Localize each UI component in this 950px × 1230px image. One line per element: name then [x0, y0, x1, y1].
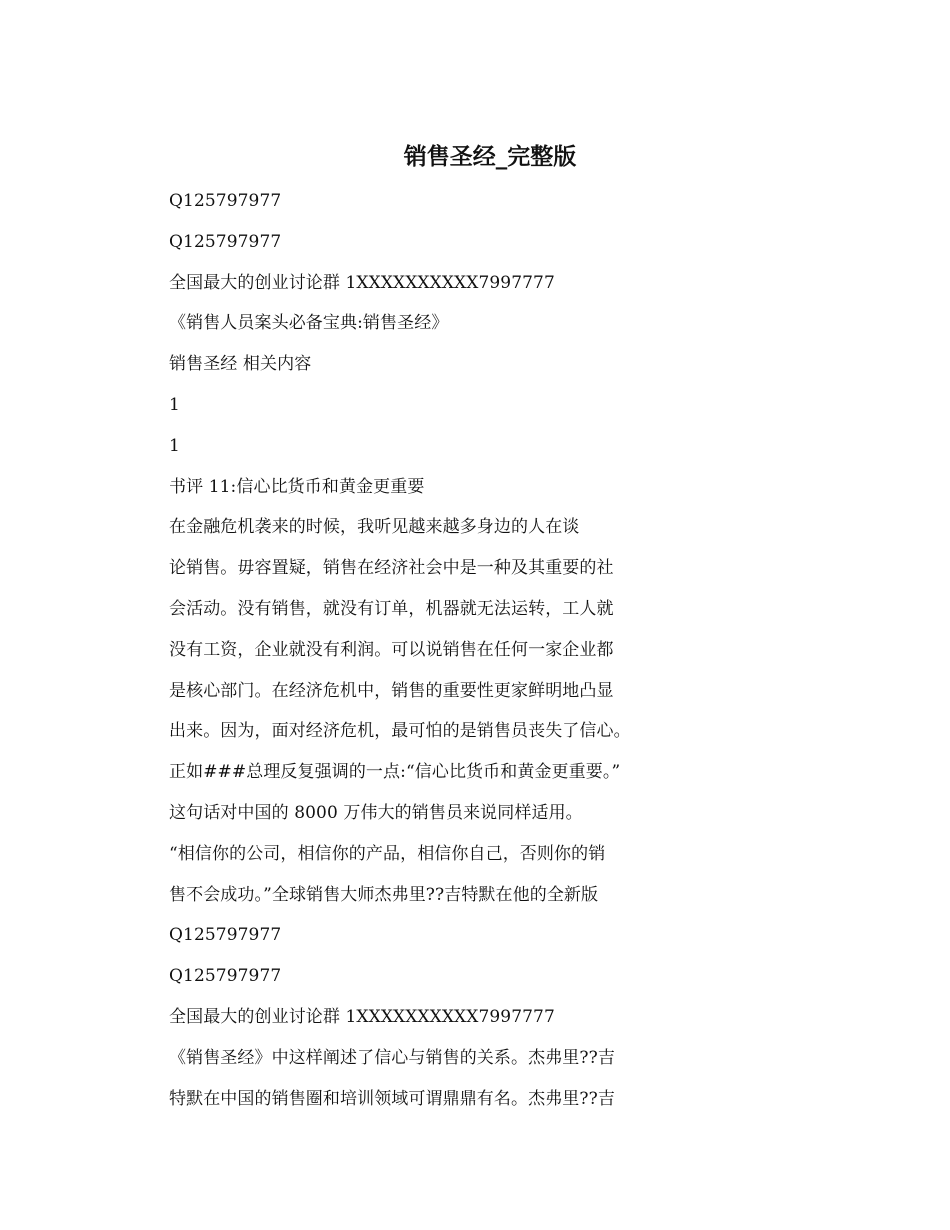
document-body: [169, 185, 689, 1123]
text-line: 出来。因为，面对经济危机，最可怕的是销售员丧失了信心。: [169, 721, 631, 742]
document-title: 销售圣经_完整版: [403, 144, 577, 170]
text-line: 在金融危机袭来的时候，我听见越来越多身边的人在谈: [169, 517, 580, 538]
text-line: 销售圣经 相关内容: [169, 354, 312, 375]
text-line: Q125797977: [169, 191, 282, 211]
text-line: Q125797977: [169, 231, 282, 252]
text-line: 论销售。毋容置疑，销售在经济社会中是一种及其重要的社: [169, 558, 614, 579]
text-line: 1: [169, 394, 180, 415]
text-line: 《销售圣经》中这样阐述了信心与销售的关系。杰弗里??吉: [169, 1047, 615, 1068]
text-line: Q125797977: [169, 925, 282, 946]
text-line: 这句话对中国的 8000 万伟大的销售员来说同样适用。: [169, 802, 583, 823]
text-line: 会活动。没有销售，就没有订单，机器就无法运转，工人就: [169, 598, 614, 619]
text-line: 1: [169, 435, 180, 456]
text-line: 《销售人员案头必备宝典:销售圣经》: [169, 313, 449, 334]
text-line: “相信你的公司，相信你的产品，相信你自己，否则你的销: [169, 843, 606, 864]
text-line: Q125797977: [169, 966, 282, 987]
text-line: 没有工资，企业就没有利润。可以说销售在任何一家企业都: [169, 639, 614, 660]
text-line: 是核心部门。在经济危机中，销售的重要性更家鲜明地凸显: [169, 680, 614, 701]
text-line: 正如###总理反复强调的一点:“信心比货币和黄金更重要。”: [169, 762, 621, 783]
text-line: 书评 11:信心比货币和黄金更重要: [169, 476, 425, 497]
text-line: 售不会成功。”全球销售大师杰弗里??吉特默在他的全新版: [169, 884, 599, 905]
text-line: 全国最大的创业讨论群 1XXXXXXXXXX7997777: [169, 1006, 555, 1027]
text-line: 全国最大的创业讨论群 1XXXXXXXXXX7997777: [169, 272, 555, 293]
text-line: 特默在中国的销售圈和培训领域可谓鼎鼎有名。杰弗里??吉: [169, 1088, 615, 1109]
